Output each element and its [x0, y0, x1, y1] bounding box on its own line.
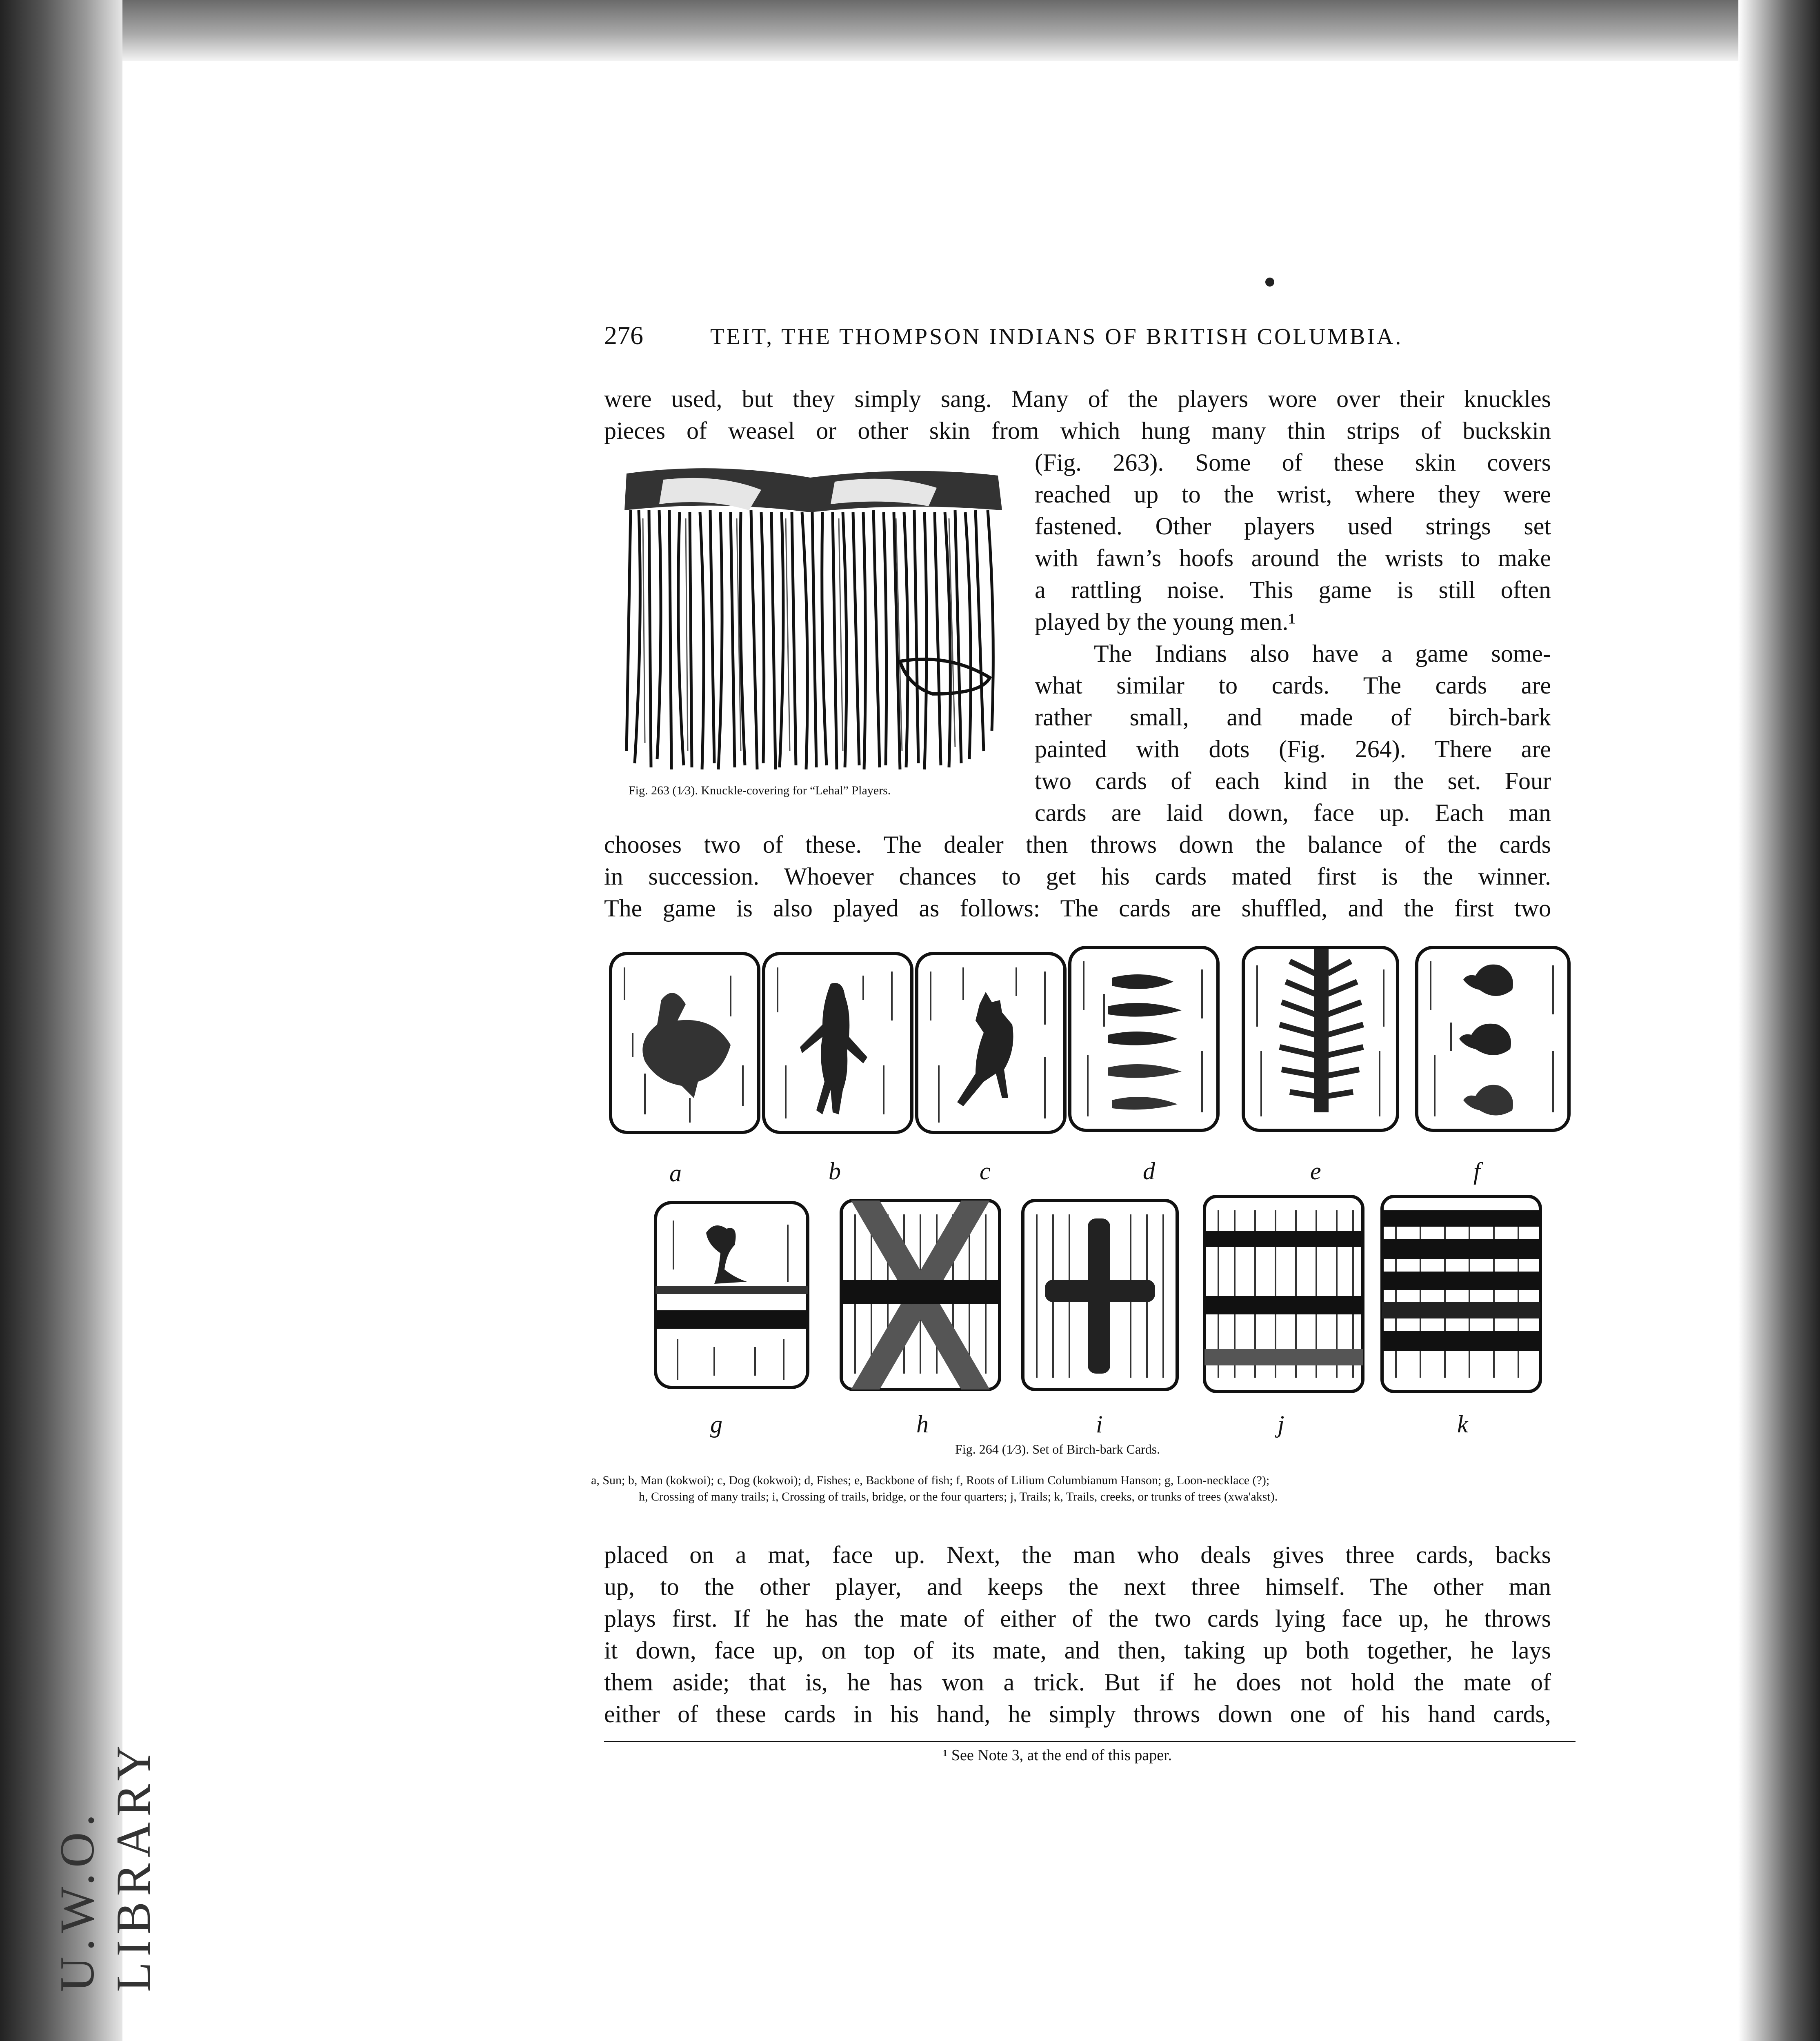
body-line: it down, face up, on top of its mate, and then, taking up both together, he lays [604, 1637, 1551, 1664]
card-d-fishes [1067, 945, 1220, 1133]
body-line: fastened. Other players used strings set [1035, 513, 1551, 540]
card-g-loon-necklace [653, 1200, 810, 1390]
body-line: played by the young men.¹ [1035, 608, 1296, 635]
running-head: TEIT, THE THOMPSON INDIANS OF BRITISH COLUMBIA. [710, 324, 1403, 349]
card-label: e [1310, 1158, 1321, 1185]
page-number: 276 [604, 321, 643, 350]
card-k-creeks [1380, 1194, 1543, 1394]
footnote-rule [604, 1741, 1576, 1742]
card-label: j [1278, 1411, 1284, 1438]
card-h-crossing-trails [839, 1198, 1002, 1392]
body-line: in succession. Whoever chances to get his cards mated first is the winner. [604, 863, 1551, 890]
body-line: reached up to the wrist, where they were [1035, 481, 1551, 508]
card-label: i [1096, 1411, 1103, 1438]
card-b-man [761, 951, 914, 1135]
knuckle-covering-illustration [614, 465, 1012, 776]
card-label: k [1457, 1411, 1468, 1438]
fig264-legend-line: h, Crossing of many trails; i, Crossing of trails, bridge, or the four quarters; j, Trails; k, Trails, creeks, or trunks of trees (xwa'akst). [639, 1490, 1278, 1503]
body-line: up, to the other player, and keeps the next three himself. The other man [604, 1573, 1551, 1600]
body-line: rather small, and made of birch-bark [1035, 704, 1551, 731]
body-line: with fawn’s hoofs around the wrists to make [1035, 545, 1551, 571]
page-header [604, 320, 1441, 357]
card-label: f [1473, 1158, 1480, 1185]
body-line: cards are laid down, face up. Each man [1035, 799, 1551, 826]
card-c-dog [914, 951, 1067, 1135]
ink-speck [1265, 278, 1274, 287]
fig264-legend-line: a, Sun; b, Man (kokwoi); c, Dog (kokwoi); d, Fishes; e, Backbone of fish; f, Roots of Lilium Columbianum Hanson; g, Loon-necklace (?); [591, 1474, 1270, 1487]
card-f-lily-roots [1414, 945, 1571, 1133]
body-line: what similar to cards. The cards are [1035, 672, 1551, 699]
card-e-fish-backbone [1241, 945, 1400, 1133]
scan-border-top [122, 0, 1739, 61]
card-label: a [669, 1160, 682, 1187]
body-line: two cards of each kind in the set. Four [1035, 767, 1551, 794]
body-line: them aside; that is, he has won a trick. But if he does not hold the mate of [604, 1669, 1551, 1696]
body-line: The game is also played as follows: The cards are shuffled, and the first two [604, 895, 1551, 922]
card-i-four-quarters [1020, 1198, 1180, 1392]
card-label: c [980, 1158, 991, 1185]
body-line: placed on a mat, face up. Next, the man who deals gives three cards, backs [604, 1541, 1551, 1568]
card-label: g [710, 1411, 722, 1438]
card-label: d [1143, 1158, 1155, 1185]
body-line: either of these cards in his hand, he simply throws down one of his hand cards, [604, 1701, 1551, 1728]
body-line: painted with dots (Fig. 264). There are [1035, 736, 1551, 763]
body-line: a rattling noise. This game is still often [1035, 576, 1551, 603]
body-line: plays first. If he has the mate of either of the two cards lying face up, he throws [604, 1605, 1551, 1632]
card-j-trails [1202, 1194, 1365, 1394]
fig263-caption: Fig. 263 (1⁄3). Knuckle-covering for “Lehal” Players. [629, 784, 891, 797]
scan-border-right [1738, 0, 1820, 2041]
library-stamp-graphic: U.W.O. LIBRARY [50, 1739, 160, 1992]
card-label: h [916, 1411, 929, 1438]
card-a-sun [608, 951, 761, 1135]
body-line: were used, but they simply sang. Many of the players wore over their knuckles [604, 385, 1551, 412]
body-line: The Indians also have a game some- [1094, 640, 1551, 667]
body-line: (Fig. 263). Some of these skin covers [1035, 449, 1551, 476]
fig264-caption: Fig. 264 (1⁄3). Set of Birch-bark Cards. [955, 1442, 1160, 1456]
card-label: b [829, 1158, 841, 1185]
body-line: pieces of weasel or other skin from which hung many thin strips of buckskin [604, 417, 1551, 444]
footnote: ¹ See Note 3, at the end of this paper. [943, 1747, 1172, 1764]
body-line: chooses two of these. The dealer then throws down the balance of the cards [604, 831, 1551, 858]
